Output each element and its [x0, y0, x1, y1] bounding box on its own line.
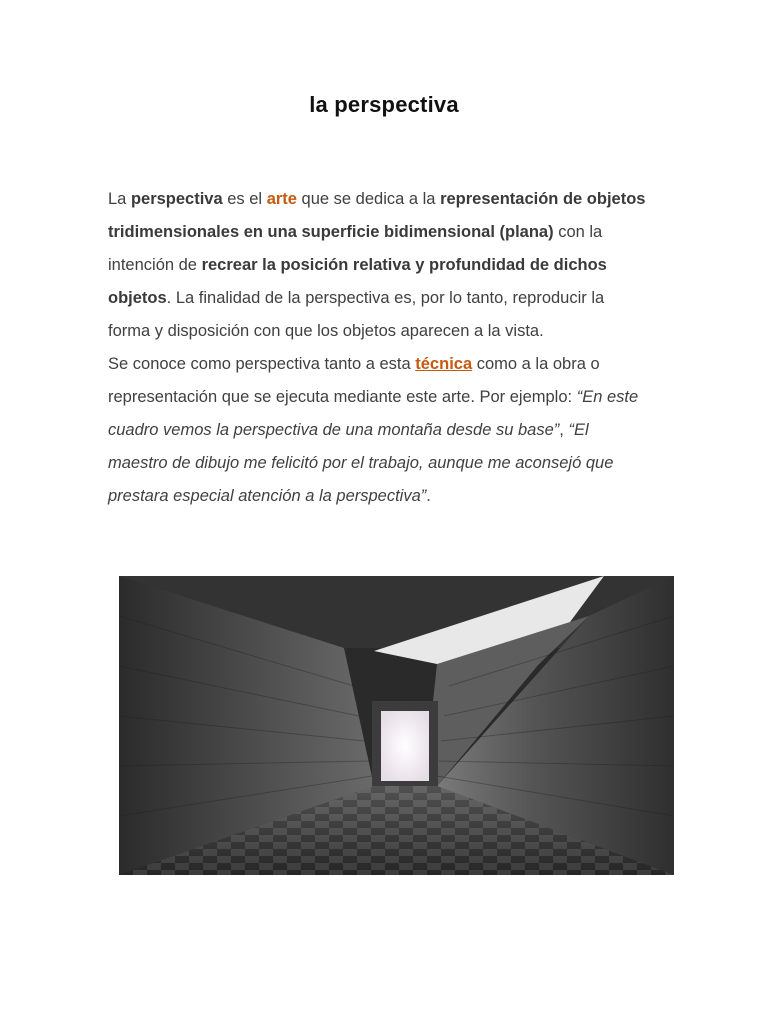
text-run: La: [108, 190, 131, 208]
document-body: [108, 183, 648, 513]
page-title: la perspectiva: [309, 92, 459, 117]
text-run: como a la obra o representación que se ejecuta mediante este arte. Por ejemplo:: [108, 355, 600, 406]
bold-phrase-representacion: representación de objetos tridimensionales en una superficie bidimensional (plana): [108, 190, 646, 241]
bold-term-perspectiva: perspectiva: [130, 190, 223, 208]
paragraph-definition: [108, 183, 648, 348]
text-run: Se conoce como perspectiva tanto a esta: [108, 355, 416, 373]
text-run: que se dedica a la: [296, 190, 441, 208]
link-tecnica[interactable]: técnica: [415, 355, 473, 373]
text-run: ,: [559, 421, 569, 439]
text-run: .: [426, 487, 431, 505]
paragraph-usage: [108, 348, 648, 513]
corridor-perspective-image: [119, 576, 674, 875]
text-run: es el: [222, 190, 267, 208]
bold-phrase-recrear: recrear la posición relativa y profundidad de dichos objetos: [108, 256, 607, 307]
text-run: . La finalidad de la perspectiva es, por lo tanto, reproducir la forma y disposición con que los objetos aparecen a la vista.: [108, 289, 605, 340]
example-quote-1: “En este cuadro vemos la perspectiva de una montaña desde su base”: [108, 388, 639, 439]
corridor-illustration: [119, 576, 674, 875]
link-arte[interactable]: arte: [266, 190, 297, 208]
text-run: con la intención de: [108, 223, 603, 274]
example-quote-2: “El maestro de dibujo me felicitó por el trabajo, aunque me aconsejó que prestara especial atención a la perspectiva”: [108, 421, 614, 505]
